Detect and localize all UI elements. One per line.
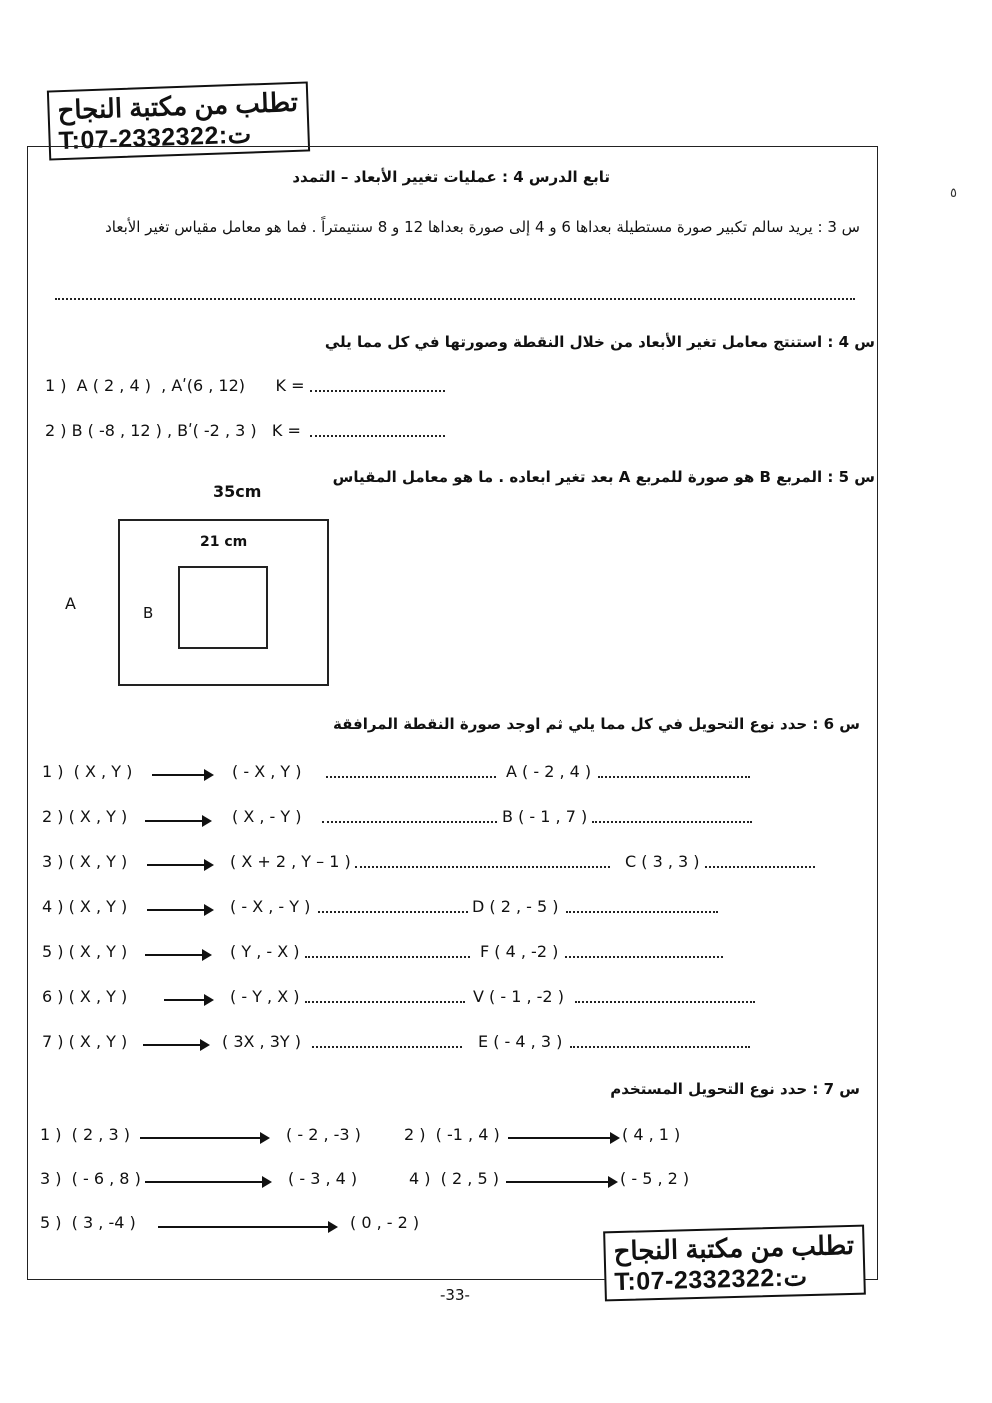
q4-item-2: 2 ) B ( -8 , 12 ) , Bʹ( -2 , 3 ) K = xyxy=(45,421,306,440)
q4-item-1: 1 ) A ( 2 , 4 ) , Aʹ(6 , 12) K = xyxy=(45,376,310,395)
q6-row-4-point: D ( 2 , - 5 ) xyxy=(472,897,559,916)
arrow-icon xyxy=(506,1181,616,1183)
label-a: A xyxy=(65,594,76,613)
q6-row-1-rule: 1 ) ( X , Y ) xyxy=(42,762,133,781)
q6-row-5-rule: 5 ) ( X , Y ) xyxy=(42,942,128,961)
q7-item-4-to: ( - 5 , 2 ) xyxy=(620,1169,690,1188)
question-7: س 7 : حدد نوع التحويل المستخدم xyxy=(610,1080,860,1098)
q6-row-1-image: ( - X , Y ) xyxy=(232,762,302,781)
q6-row-6-answer xyxy=(575,1001,755,1003)
page-number: -33- xyxy=(440,1286,470,1304)
q6-row-2-answer xyxy=(592,821,752,823)
q6-row-6-image: ( - Y , X ) xyxy=(230,987,300,1006)
q6-row-6-point: V ( - 1 , -2 ) xyxy=(473,987,564,1006)
arrow-icon xyxy=(147,864,212,866)
q6-row-2-image: ( X , - Y ) xyxy=(232,807,302,826)
q6-row-3-answer xyxy=(705,866,815,868)
q7-item-3-from: 3 ) ( - 6 , 8 ) xyxy=(40,1169,141,1188)
q6-row-4-image: ( - X , - Y ) xyxy=(230,897,311,916)
q6-row-3-rule: 3 ) ( X , Y ) xyxy=(42,852,128,871)
q6-row-3-blank xyxy=(355,866,610,868)
q6-row-5-blank xyxy=(305,956,470,958)
q7-item-2-to: ( 4 , 1 ) xyxy=(622,1125,681,1144)
stamp-phone: T:07-2332322:ت xyxy=(614,1263,808,1297)
q7-item-3-to: ( - 3 , 4 ) xyxy=(288,1169,358,1188)
q6-row-6-blank xyxy=(305,1001,465,1003)
question-6: س 6 : حدد نوع التحويل في كل مما يلي ثم اوجد صورة النقطة المرافقة xyxy=(333,715,860,733)
q6-row-1-blank xyxy=(326,776,496,778)
q6-row-7-rule: 7 ) ( X , Y ) xyxy=(42,1032,128,1051)
q7-item-5-from: 5 ) ( 3 , -4 ) xyxy=(40,1213,136,1232)
q6-row-6-rule: 6 ) ( X , Y ) xyxy=(42,987,128,1006)
arrow-icon xyxy=(164,999,212,1001)
q6-row-1-point: A ( - 2 , 4 ) xyxy=(506,762,592,781)
q6-row-2-rule: 2 ) ( X , Y ) xyxy=(42,807,128,826)
stamp-arabic: تطلب من مكتبة النجاح xyxy=(613,1229,855,1267)
lesson-title: تابع الدرس 4 : عمليات تغيير الأبعاد – التمدد xyxy=(292,168,610,186)
question-5: س 5 : المربع B هو صورة للمربع A بعد تغير ابعاده . ما هو معامل المقياس xyxy=(332,468,875,486)
arrow-icon xyxy=(152,774,212,776)
q4-answer-1 xyxy=(310,390,445,392)
q6-row-5-point: F ( 4 , -2 ) xyxy=(480,942,559,961)
square-b-label-size: 21 cm xyxy=(200,534,248,550)
arrow-icon xyxy=(140,1137,268,1139)
q6-row-1-answer xyxy=(598,776,750,778)
square-a-label-size: 35cm xyxy=(213,482,262,501)
page-frame xyxy=(27,146,878,1280)
arrow-icon xyxy=(158,1226,336,1228)
question-4: س 4 : استنتج معامل تغير الأبعاد من خلال النقطة وصورتها في كل مما يلي xyxy=(324,333,875,351)
q6-row-5-image: ( Y , - X ) xyxy=(230,942,300,961)
stamp-arabic: تطلب من مكتبة النجاح xyxy=(57,86,299,126)
q6-row-5-answer xyxy=(565,956,723,958)
q7-item-1-to: ( - 2 , -3 ) xyxy=(286,1125,361,1144)
margin-mark: ٥ xyxy=(950,186,957,201)
q6-row-4-blank xyxy=(318,911,468,913)
q6-row-3-image: ( X + 2 , Y – 1 ) xyxy=(230,852,351,871)
q7-item-4-from: 4 ) ( 2 , 5 ) xyxy=(409,1169,499,1188)
q6-row-7-point: E ( - 4 , 3 ) xyxy=(478,1032,563,1051)
q7-item-2-from: 2 ) ( -1 , 4 ) xyxy=(404,1125,500,1144)
arrow-icon xyxy=(143,1044,208,1046)
arrow-icon xyxy=(145,820,210,822)
q6-row-4-answer xyxy=(566,911,718,913)
stamp-phone: T:07-2332322:ت xyxy=(58,120,252,156)
q7-item-5-to: ( 0 , - 2 ) xyxy=(350,1213,420,1232)
q4-answer-2 xyxy=(310,435,445,437)
q6-row-4-rule: 4 ) ( X , Y ) xyxy=(42,897,128,916)
question-3: س 3 : يريد سالم تكبير صورة مستطيلة بعداها 6 و 4 إلى صورة بعداها 12 و 8 سنتيمتراً . فما هو معامل مقياس تغير الأبعاد xyxy=(105,218,860,236)
square-b xyxy=(178,566,268,649)
q7-item-1-from: 1 ) ( 2 , 3 ) xyxy=(40,1125,130,1144)
arrow-icon xyxy=(508,1137,618,1139)
q6-row-7-blank xyxy=(312,1046,462,1048)
q6-row-7-image: ( 3X , 3Y ) xyxy=(222,1032,302,1051)
answer-line-q3 xyxy=(55,298,855,300)
arrow-icon xyxy=(145,954,210,956)
q6-row-2-blank xyxy=(322,821,497,823)
arrow-icon xyxy=(147,909,212,911)
q6-row-7-answer xyxy=(570,1046,750,1048)
label-b: B xyxy=(143,604,154,622)
arrow-icon xyxy=(145,1181,270,1183)
library-stamp-bottom xyxy=(603,1225,865,1302)
q6-row-2-point: B ( - 1 , 7 ) xyxy=(502,807,588,826)
q6-row-3-point: C ( 3 , 3 ) xyxy=(625,852,700,871)
